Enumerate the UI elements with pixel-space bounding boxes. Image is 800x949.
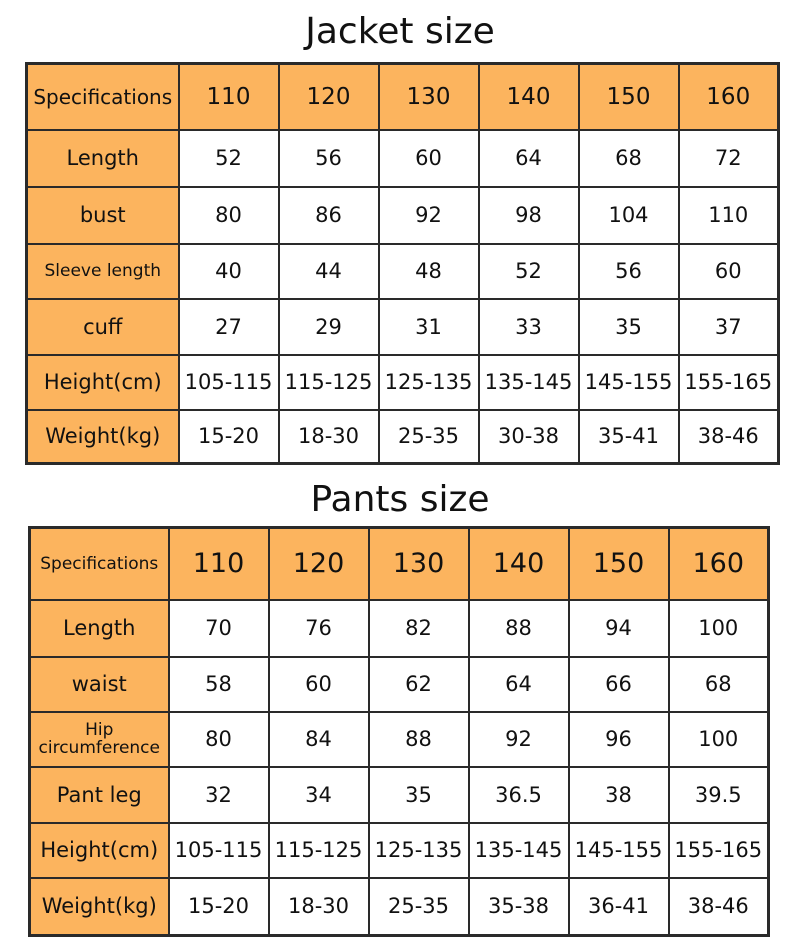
table-cell: 38-46 xyxy=(679,410,779,464)
header-size-130: 130 xyxy=(369,528,469,600)
table-cell: 125-135 xyxy=(379,355,479,410)
table-cell: 40 xyxy=(179,244,279,299)
table-cell: 38 xyxy=(569,767,669,823)
table-cell: 35-38 xyxy=(469,878,569,936)
table-cell: 155-165 xyxy=(669,823,769,878)
table-cell: 80 xyxy=(179,187,279,244)
table-cell: 58 xyxy=(169,657,269,712)
header-size-160: 160 xyxy=(669,528,769,600)
table-cell: 88 xyxy=(469,600,569,657)
header-size-110: 110 xyxy=(179,64,279,130)
table-cell: 100 xyxy=(669,600,769,657)
table-cell: 37 xyxy=(679,299,779,355)
table-cell: 96 xyxy=(569,712,669,767)
table-cell: 34 xyxy=(269,767,369,823)
header-specifications: Specifications xyxy=(30,528,169,600)
row-label: Length xyxy=(27,130,179,187)
table-cell: 145-155 xyxy=(579,355,679,410)
table-cell: 27 xyxy=(179,299,279,355)
table-row xyxy=(27,130,779,187)
header-size-120: 120 xyxy=(269,528,369,600)
table-cell: 92 xyxy=(469,712,569,767)
jacket-size-title: Jacket size xyxy=(305,11,495,52)
table-row xyxy=(30,600,769,657)
table-cell: 44 xyxy=(279,244,379,299)
table-cell: 92 xyxy=(379,187,479,244)
table-cell: 86 xyxy=(279,187,379,244)
pants-size-title: Pants size xyxy=(310,479,490,520)
table-cell: 66 xyxy=(569,657,669,712)
table-cell: 31 xyxy=(379,299,479,355)
table-cell: 32 xyxy=(169,767,269,823)
table-cell: 125-135 xyxy=(369,823,469,878)
table-cell: 115-125 xyxy=(269,823,369,878)
table-cell: 64 xyxy=(479,130,579,187)
table-cell: 105-115 xyxy=(179,355,279,410)
table-cell: 84 xyxy=(269,712,369,767)
table-cell: 38-46 xyxy=(669,878,769,936)
row-label: Weight(kg) xyxy=(30,878,169,936)
table-cell: 98 xyxy=(479,187,579,244)
row-label: waist xyxy=(30,657,169,712)
table-row xyxy=(27,244,779,299)
table-cell: 80 xyxy=(169,712,269,767)
table-cell: 104 xyxy=(579,187,679,244)
row-label: Height(cm) xyxy=(30,823,169,878)
table-cell: 35 xyxy=(369,767,469,823)
table-cell: 35-41 xyxy=(579,410,679,464)
table-row xyxy=(30,712,769,767)
jacket-size-table xyxy=(25,62,780,465)
table-cell: 52 xyxy=(179,130,279,187)
row-label-line: Hip xyxy=(85,720,114,740)
table-cell: 76 xyxy=(269,600,369,657)
row-label-line: circumference xyxy=(38,738,160,758)
table-cell: 56 xyxy=(279,130,379,187)
table-cell: 88 xyxy=(369,712,469,767)
header-size-150: 150 xyxy=(569,528,669,600)
table-cell: 64 xyxy=(469,657,569,712)
table-cell: 70 xyxy=(169,600,269,657)
row-label: bust xyxy=(27,187,179,244)
row-label: Sleeve length xyxy=(27,244,179,299)
table-cell: 56 xyxy=(579,244,679,299)
table-row xyxy=(27,355,779,410)
row-label: Height(cm) xyxy=(27,355,179,410)
row-label: Length xyxy=(30,600,169,657)
table-cell: 33 xyxy=(479,299,579,355)
table-cell: 39.5 xyxy=(669,767,769,823)
table-row xyxy=(30,767,769,823)
table-cell: 18-30 xyxy=(279,410,379,464)
table-cell: 36.5 xyxy=(469,767,569,823)
header-size-160: 160 xyxy=(679,64,779,130)
table-cell: 25-35 xyxy=(369,878,469,936)
table-cell: 30-38 xyxy=(479,410,579,464)
table-row xyxy=(27,299,779,355)
table-cell: 48 xyxy=(379,244,479,299)
table-cell: 94 xyxy=(569,600,669,657)
table-cell: 145-155 xyxy=(569,823,669,878)
table-cell: 100 xyxy=(669,712,769,767)
table-cell: 72 xyxy=(679,130,779,187)
table-cell: 15-20 xyxy=(179,410,279,464)
table-cell: 36-41 xyxy=(569,878,669,936)
row-label: cuff xyxy=(27,299,179,355)
table-cell: 155-165 xyxy=(679,355,779,410)
header-size-120: 120 xyxy=(279,64,379,130)
table-cell: 68 xyxy=(579,130,679,187)
table-cell: 60 xyxy=(379,130,479,187)
pants-size-table xyxy=(28,526,770,937)
header-size-130: 130 xyxy=(379,64,479,130)
table-cell: 68 xyxy=(669,657,769,712)
table-cell: 60 xyxy=(679,244,779,299)
table-cell: 115-125 xyxy=(279,355,379,410)
row-label: Weight(kg) xyxy=(27,410,179,464)
table-cell: 25-35 xyxy=(379,410,479,464)
table-cell: 62 xyxy=(369,657,469,712)
table-header-row xyxy=(27,64,779,130)
table-row xyxy=(30,878,769,936)
table-header-row xyxy=(30,528,769,600)
table-cell: 82 xyxy=(369,600,469,657)
table-row xyxy=(27,410,779,464)
header-specifications: Specifications xyxy=(27,64,179,130)
header-size-140: 140 xyxy=(469,528,569,600)
header-size-110: 110 xyxy=(169,528,269,600)
table-cell: 60 xyxy=(269,657,369,712)
table-cell: 18-30 xyxy=(269,878,369,936)
table-row xyxy=(27,187,779,244)
table-cell: 110 xyxy=(679,187,779,244)
row-label xyxy=(30,712,169,767)
table-row xyxy=(30,657,769,712)
table-cell: 15-20 xyxy=(169,878,269,936)
header-size-140: 140 xyxy=(479,64,579,130)
table-cell: 52 xyxy=(479,244,579,299)
table-cell: 135-145 xyxy=(469,823,569,878)
table-cell: 35 xyxy=(579,299,679,355)
table-cell: 135-145 xyxy=(479,355,579,410)
table-row xyxy=(30,823,769,878)
row-label: Pant leg xyxy=(30,767,169,823)
table-cell: 29 xyxy=(279,299,379,355)
header-size-150: 150 xyxy=(579,64,679,130)
table-cell: 105-115 xyxy=(169,823,269,878)
